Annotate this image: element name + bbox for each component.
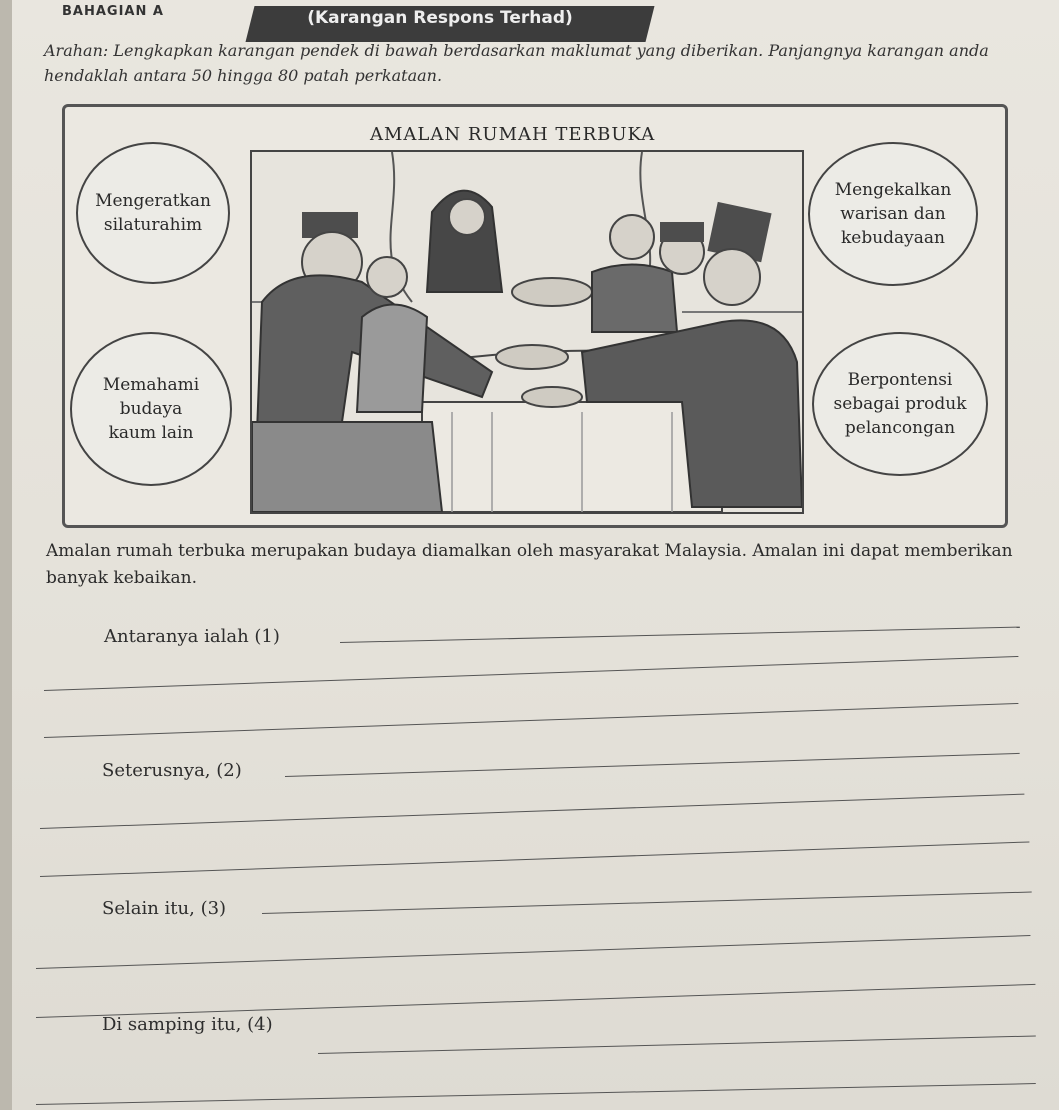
benefit-bubble-label: Berpontensi sebagai produk pelancongan (833, 370, 967, 438)
essay-prompt-3: Selain itu, (3) (102, 898, 227, 919)
essay-prompt-1: Antaranya ialah (1) (104, 626, 280, 647)
section-label: BAHAGIAN A (62, 4, 164, 19)
benefit-bubble-memahami-budaya (70, 332, 232, 486)
benefit-bubble-label: Mengeratkan silaturahim (95, 191, 211, 235)
book-spine (0, 0, 12, 1110)
essay-prompt-2: Seterusnya, (2) (102, 760, 242, 781)
benefit-bubble-label: Mengekalkan warisan dan kebudayaan (834, 180, 952, 248)
benefit-bubble-pelancongan (812, 332, 988, 476)
benefit-bubble-label: Memahami budaya kaum lain (102, 375, 200, 443)
essay-intro-paragraph: Amalan rumah terbuka merupakan budaya diamalkan oleh masyarakat Malaysia. Amalan ini dapat memberikan banyak kebaikan. (46, 541, 1013, 588)
essay-prompt-4: Di samping itu, (4) (102, 1014, 273, 1035)
figure-title: AMALAN RUMAH TERBUKA (370, 124, 656, 145)
section-title: (Karangan Respons Terhad) (307, 8, 573, 28)
benefit-bubble-warisan (808, 142, 978, 286)
open-house-illustration (250, 150, 804, 514)
benefit-bubble-silaturahim (76, 142, 230, 284)
open-house-drawing (252, 152, 802, 512)
instruction-text: Arahan: Lengkapkan karangan pendek di bawah berdasarkan maklumat yang diberikan. Panjangnya karangan anda hendaklah antara 50 hingga 80 patah perkataan. (44, 41, 989, 85)
